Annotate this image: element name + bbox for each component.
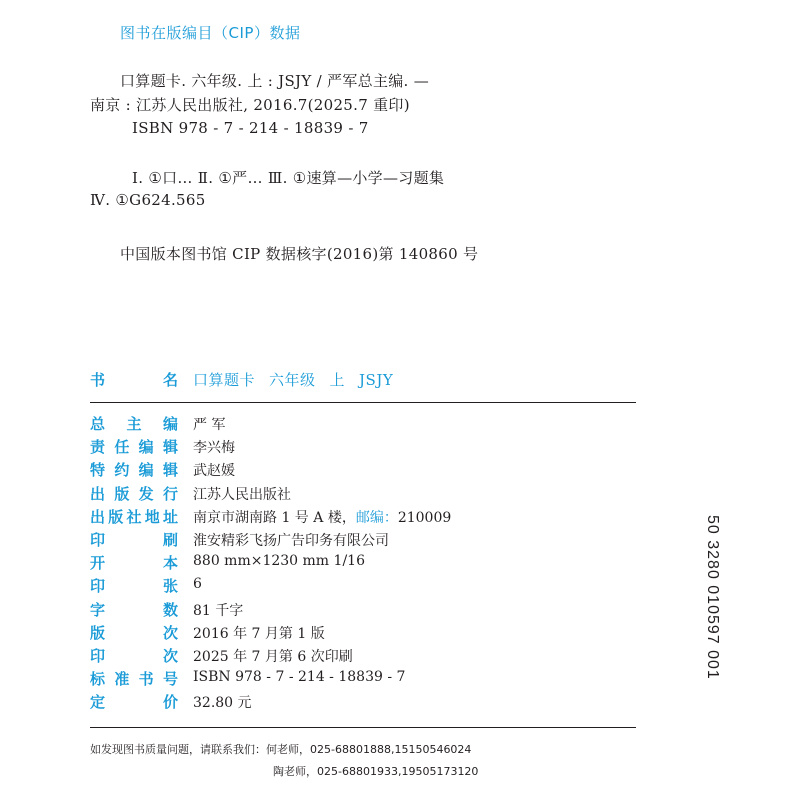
detail-row xyxy=(90,529,650,551)
divider-top xyxy=(90,402,636,403)
detail-label: 定 价 xyxy=(90,693,178,712)
detail-value: 武赵媛 xyxy=(193,463,235,480)
cip-line-record-number: 中国版本图书馆 CIP 数据核字(2016)第 140860 号 xyxy=(120,245,479,263)
barcode-number: 50 3280 010597 001 xyxy=(704,515,721,680)
footer-contact-line-2: 陶老师，025-68801933,19505173120 xyxy=(273,765,479,778)
postcode-label: 邮编： xyxy=(355,509,398,526)
detail-value: 880 mm×1230 mm 1/16 xyxy=(193,553,365,570)
detail-row xyxy=(90,506,650,528)
detail-value: 2016 年 7 月第 1 版 xyxy=(193,625,325,642)
detail-label: 出 版 发 行 xyxy=(90,484,178,503)
cip-line-publisher: 南京 : 江苏人民出版社, 2016.7(2025.7 重印) xyxy=(90,96,410,114)
title-part: 上 xyxy=(329,371,346,389)
detail-value: 严 军 xyxy=(193,417,226,433)
footer-contact-line-1: 如发现图书质量问题，请联系我们：何老师，025-68801888,15150546024 xyxy=(90,743,472,756)
detail-row xyxy=(90,622,650,644)
cip-heading: 图书在版编目（CIP）数据 xyxy=(120,24,301,42)
detail-label: 印 张 xyxy=(90,577,178,596)
cip-line-title: 口算题卡. 六年级. 上 : JSJY / 严军总主编. — xyxy=(120,72,429,90)
detail-label: 标 准 书 号 xyxy=(90,670,178,689)
detail-label: 总 主 编 xyxy=(90,415,178,433)
detail-label: 版 次 xyxy=(90,623,178,642)
detail-value: 江苏人民出版社 xyxy=(193,486,291,503)
divider-bottom xyxy=(90,727,636,728)
detail-row xyxy=(90,691,650,713)
detail-label: 开 本 xyxy=(90,554,178,573)
detail-value: 81 千字 xyxy=(193,602,244,619)
detail-row xyxy=(90,436,650,458)
detail-row xyxy=(90,645,650,667)
detail-value: 32.80 元 xyxy=(193,695,252,712)
book-title-value xyxy=(193,369,407,390)
detail-row xyxy=(90,668,650,690)
detail-row xyxy=(90,599,650,621)
detail-row xyxy=(90,552,650,574)
cip-line-classification-code: Ⅳ. ①G624.565 xyxy=(90,191,206,209)
title-part: 口算题卡 xyxy=(193,371,256,389)
detail-label: 字 数 xyxy=(90,600,178,619)
cip-line-isbn: ISBN 978 - 7 - 214 - 18839 - 7 xyxy=(132,119,369,137)
book-title-label: 书 名 xyxy=(90,371,178,389)
detail-value: ISBN 978 - 7 - 214 - 18839 - 7 xyxy=(193,669,406,686)
detail-label: 出 版 社 地 址 xyxy=(90,507,178,526)
detail-label: 责 任 编 辑 xyxy=(90,438,178,457)
detail-label: 特 约 编 辑 xyxy=(90,461,178,480)
detail-row xyxy=(90,413,650,435)
detail-label: 印 次 xyxy=(90,647,178,665)
postcode-value: 210009 xyxy=(397,509,452,526)
detail-row xyxy=(90,575,650,597)
detail-value: 6 xyxy=(193,576,202,593)
detail-row xyxy=(90,459,650,481)
title-part: JSJY xyxy=(359,371,394,389)
detail-value: 淮安精彩飞扬广告印务有限公司 xyxy=(193,533,389,549)
detail-value: 李兴梅 xyxy=(193,440,235,457)
detail-value: 南京市湖南路 1 号 A 楼，邮编：210009 xyxy=(193,509,452,526)
title-part: 六年级 xyxy=(269,371,316,389)
book-title-row xyxy=(90,369,394,390)
detail-value: 2025 年 7 月第 6 次印刷 xyxy=(193,649,353,665)
cip-line-classification: Ⅰ. ①口… Ⅱ. ①严… Ⅲ. ①速算—小学—习题集 xyxy=(132,169,445,187)
detail-label: 印 刷 xyxy=(90,531,178,549)
detail-row xyxy=(90,483,650,505)
